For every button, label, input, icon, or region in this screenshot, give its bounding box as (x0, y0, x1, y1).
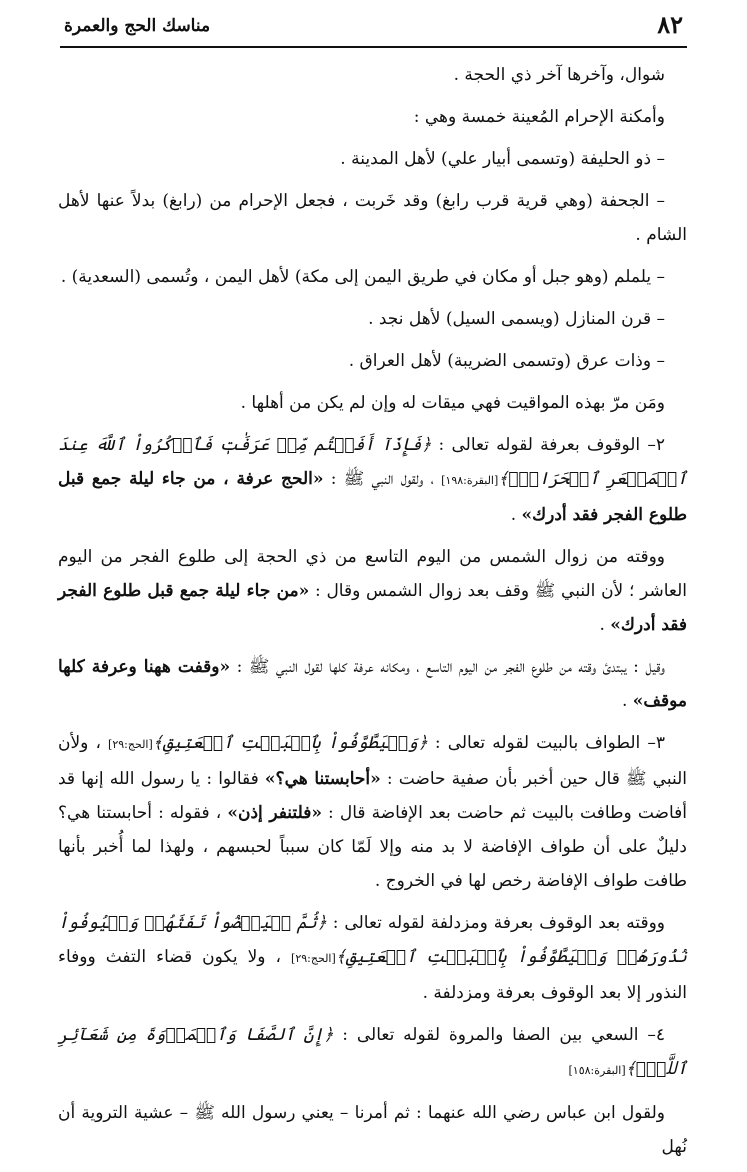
line-7: – وذات عرق (وتسمى الضريبة) لأهل العراق . (348, 351, 665, 371)
line-6: – قرن المنازل (ويسمى السيل) لأهل نجد . (368, 309, 665, 329)
line-3: – ذو الحليفة (وتسمى أبيار علي) لأهل المدينة . (340, 149, 665, 169)
verse-citation: [البقرة:١٥٨] (568, 1064, 626, 1077)
verse-citation: [البقرة:١٩٨] (441, 474, 499, 487)
quran-verse: ﴿ثُمَّ لۡيَقۡضُواْ تَفَثَهُمۡ وَلۡيُوفُواْ نُذُورَهُمۡ وَلۡيَطَّوَّفُواْ بِٱلۡبَيۡتِ ٱلۡعَتِيقِ﴾ (58, 913, 687, 967)
line-8: ومَن مرّ بهذه المواقيت فهي ميقات له وإن لم يكن من أهلها . (240, 393, 665, 413)
page-header (60, 10, 687, 48)
page-body (58, 58, 687, 1172)
hadith-quote: «الحج عرفة ، من جاء ليلة جمع قبل طلوع الفجر فقد أدرك» (58, 469, 687, 525)
quran-verse: ﴿فَإِذَآ أَفَضۡتُم مِّنۡ عَرَفَٰتٖ فَٱذۡكُرُواْ ٱللَّهَ عِندَ ٱلۡمَشۡعَرِ ٱلۡحَرَامِۖ﴾ (58, 435, 687, 489)
hadith-quote: «من جاء ليلة جمع قبل طلوع الفجر فقد أدرك» (58, 581, 687, 635)
quran-verse: ﴿وَلۡيَطَّوَّفُواْ بِٱلۡبَيۡتِ ٱلۡعَتِيقِ﴾ (152, 733, 428, 753)
line-2: وأمكنة الإحرام المُعينة خمسة وهي : (413, 107, 665, 127)
line-4: – الجحفة (وهي قرية قرب رابغ) وقد خَربت ، فجعل الإحرام من (رابغ) بدلاً عنها لأهل الشام . (58, 191, 687, 245)
paragraph-tawaf: ٣– الطواف بالبيت لقوله تعالى : ﴿وَلۡيَطَّوَّفُواْ بِٱلۡبَيۡتِ ٱلۡعَتِيقِ﴾[الحج:٢٩] ، ولأن النبي ﷺ قال حين أخبر بأن صفية حاضت : «أحابستنا هي؟» فقالوا : يا رسول الله إنها قد أفاضت وطافت بالبيت ثم حاضت بعد الإفاضة قال : «فلتنفر إذن» ، فقوله : أحابستنا هي؟ دليلٌ على أن طواف الإفاضة لا بد منه وإلا لَمّا كان سبباً لحبسهم ، ولهذا لما أُخبر بأنها طافت طواف الإفاضة رخص لها في الخروج . (58, 733, 688, 891)
paragraph-wuquf-time: ووقته من زوال الشمس من اليوم التاسع من ذي الحجة إلى طلوع الفجر من اليوم العاشر ؛ لأن النبي ﷺ وقف بعد زوال الشمس وقال : «من جاء ليلة جمع قبل طلوع الفجر فقد أدرك» . (58, 547, 688, 635)
hadith-quote: «أحابستنا هي؟» (264, 769, 381, 789)
paragraph-wuquf: ٢– الوقوف بعرفة لقوله تعالى : ﴿فَإِذَآ أَفَضۡتُم مِّنۡ عَرَفَٰتٖ فَٱذۡكُرُواْ ٱللَّهَ عِندَ ٱلۡمَشۡعَرِ ٱلۡحَرَامِۖ﴾[البقرة:١٩٨] ، ولقول النبي ﷺ : «الحج عرفة ، من جاء ليلة جمع قبل طلوع الفجر فقد أدرك» . (58, 435, 687, 525)
verse-citation: [الحج:٢٩] (291, 952, 336, 965)
running-title: مناسك الحج والعمرة (64, 16, 211, 36)
quran-verse: ﴿إِنَّ ٱلصَّفَا وَٱلۡمَرۡوَةَ مِن شَعَآئِرِ ٱللَّهِۖ﴾ (58, 1025, 687, 1079)
paragraph-tawaf-time: ووقته بعد الوقوف بعرفة ومزدلفة لقوله تعالى : ﴿ثُمَّ لۡيَقۡضُواْ تَفَثَهُمۡ وَلۡيُوفُواْ نُذُورَهُمۡ وَلۡيَطَّوَّفُواْ بِٱلۡبَيۡتِ ٱلۡعَتِيقِ﴾[الحج:٢٩] ، ولا يكون قضاء التفث ووفاء النذور إلا بعد الوقوف بعرفة ومزدلفة . (58, 913, 687, 1003)
line-1: شوال، وآخرها آخر ذي الحجة . (453, 65, 665, 85)
verse-citation: [الحج:٢٩] (108, 738, 153, 751)
paragraph-wuquf-alt: وقيل : يبتدئ وقته من طلوع الفجر من اليوم التاسع ، ومكانه عرفة كلها لقول النبي ﷺ : «وقفت ههنا وعرفة كلها موقف» . (58, 657, 687, 711)
line-5: – يلملم (وهو جبل أو مكان في طريق اليمن إلى مكة) لأهل اليمن ، وتُسمى (السعدية) . (60, 267, 665, 287)
hadith-quote: «فلتنفر إذن» (227, 803, 322, 823)
page-number: ٨٢ (657, 10, 683, 39)
paragraph-ibn-abbas: ولقول ابن عباس رضي الله عنهما : ثم أمرنا – يعني رسول الله ﷺ – عشية التروية أن نُهل (58, 1103, 687, 1157)
hadith-quote: «وقفت ههنا وعرفة كلها موقف» (58, 657, 687, 711)
paragraph-sai: ٤– السعي بين الصفا والمروة لقوله تعالى : ﴿إِنَّ ٱلصَّفَا وَٱلۡمَرۡوَةَ مِن شَعَآئِرِ ٱللَّهِۖ﴾[البقرة:١٥٨] (58, 1025, 687, 1079)
